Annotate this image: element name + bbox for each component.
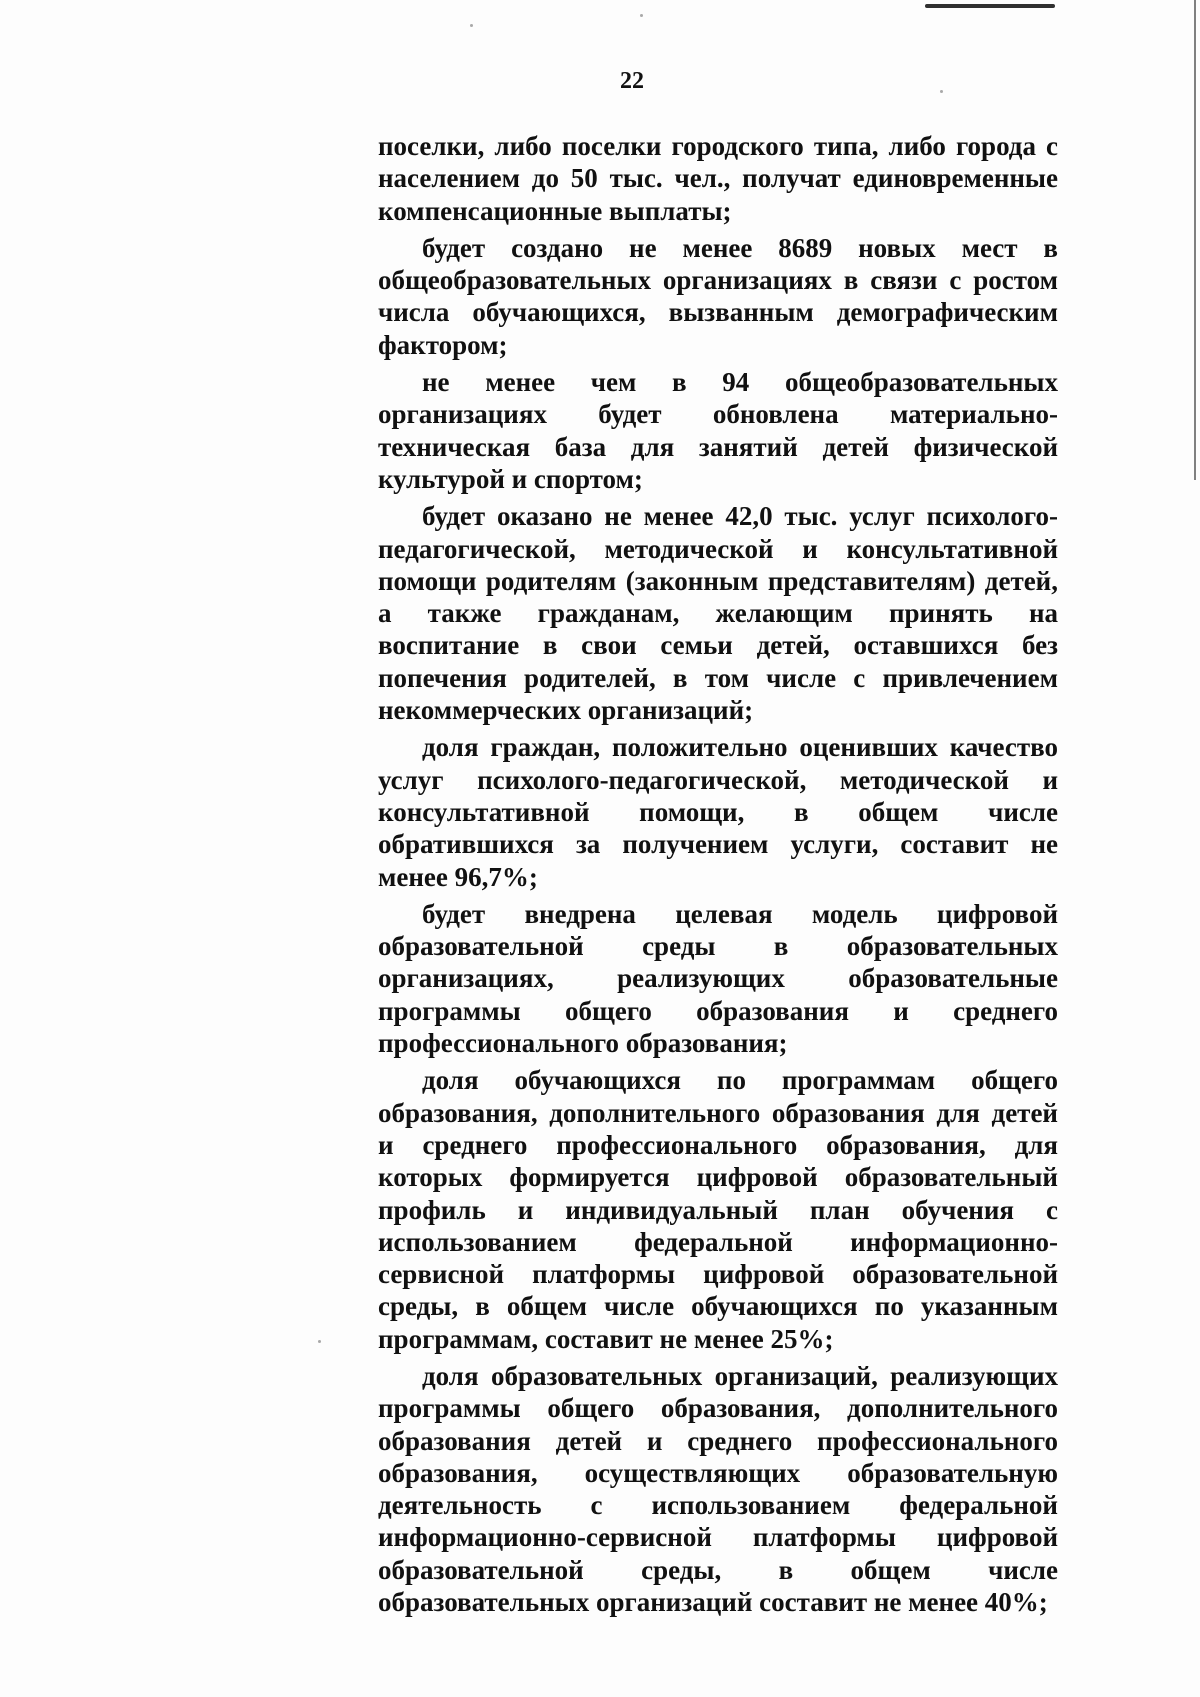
scan-noise-dot: [470, 24, 473, 27]
paragraph: будет создано не менее 8689 новых мест в общеобразовательных организациях в связи с ростом числа обучающихся, вызванным демографическим фактором;: [378, 232, 1058, 360]
paragraph: доля обучающихся по программам общего образования, дополнительного образования для детей и среднего профессионального образования, для которых формируется цифровой образовательный профиль и индивидуальный план обучения с использованием федеральной информационно-сервисной платформы цифровой образовательной среды, в общем числе обучающихся по указанным программам, составит не менее 25%;: [378, 1065, 1058, 1354]
scan-noise-dot: [318, 1340, 321, 1343]
scan-artifact-right-edge: [1194, 0, 1196, 480]
paragraph: будет внедрена целевая модель цифровой образовательной среды в образовательных организациях, реализующих образовательные программы общего образования и среднего профессионального образования;: [378, 898, 1058, 1059]
paragraph: не менее чем в 94 общеобразовательных организациях будет обновлена материально-техническая база для занятий детей физической культурой и спортом;: [378, 367, 1058, 494]
paragraph: будет оказано не менее 42,0 тыс. услуг психолого-педагогической, методической и консультативной помощи родителям (законным представителям) детей, а также гражданам, желающим принять на воспитание в свои семьи детей, оставшихся без попечения родителей, в том числе с привлечением некоммерческих организаций;: [378, 501, 1058, 726]
scan-artifact-top-right: [925, 4, 1055, 8]
scan-noise-dot: [640, 14, 643, 17]
scan-noise-dot: [940, 90, 943, 93]
document-body: [378, 130, 1058, 1623]
paragraph: поселки, либо поселки городского типа, либо города с населением до 50 тыс. чел., получат единовременные компенсационные выплаты;: [378, 131, 1058, 226]
paragraph: доля граждан, положительно оценивших качество услуг психолого-педагогической, методической и консультативной помощи, в общем числе обратившихся за получением услуги, составит не менее 96,7%;: [378, 732, 1058, 892]
page-number: 22: [620, 68, 644, 94]
paragraph: доля образовательных организаций, реализующих программы общего образования, дополнительного образования детей и среднего профессионального образования, осуществляющих образовательную деятельность с использованием федеральной информационно-сервисной платформы цифровой образовательной среды, в общем числе образовательных организаций составит не менее 40%;: [378, 1360, 1058, 1618]
